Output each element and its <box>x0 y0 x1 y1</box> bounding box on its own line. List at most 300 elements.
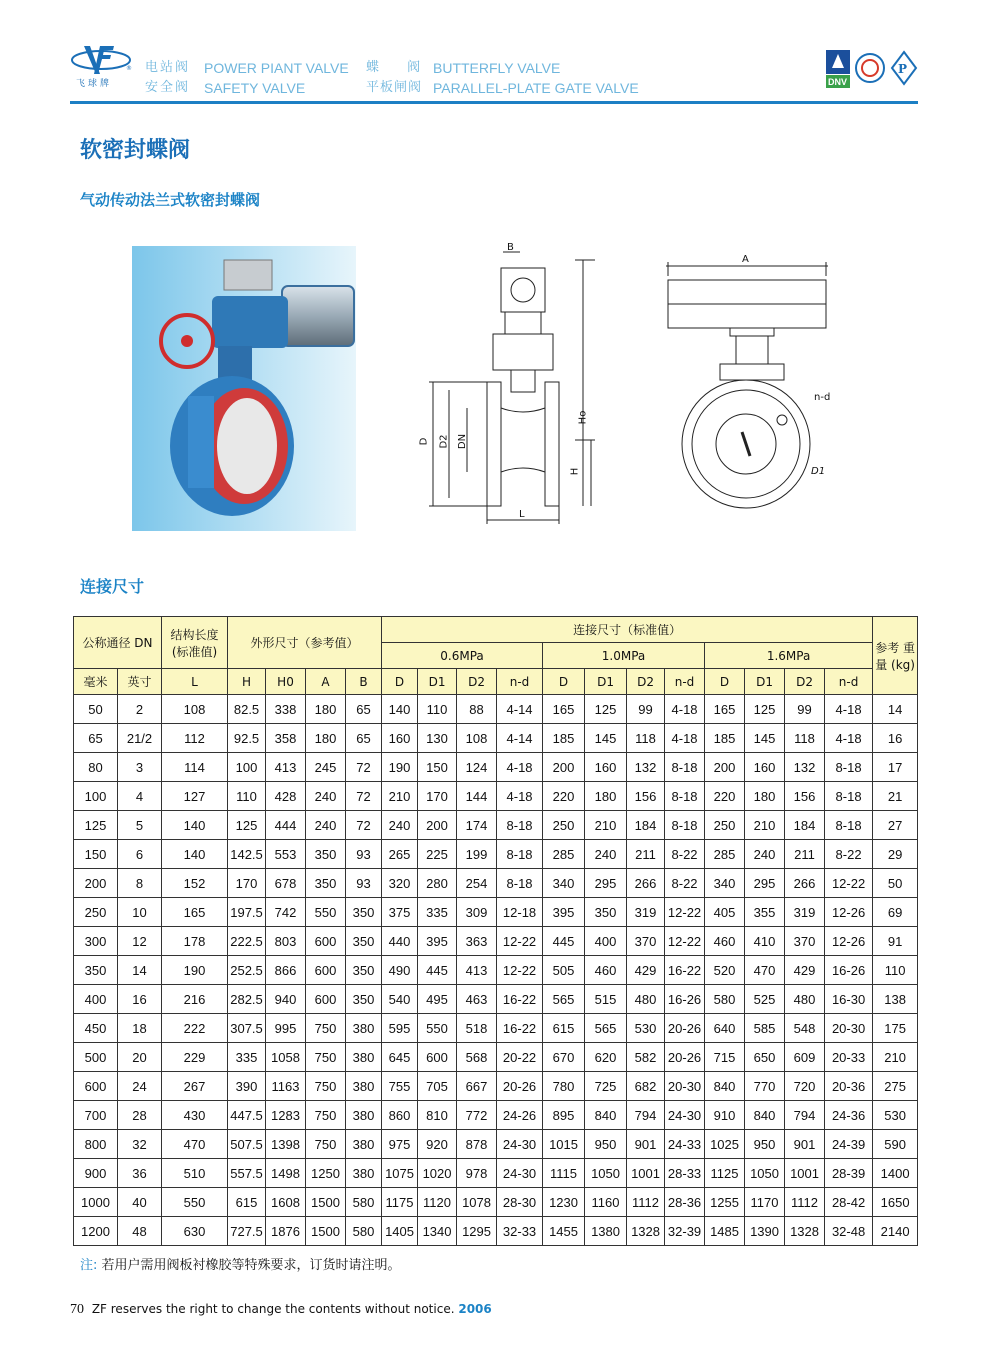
table-cell: 950 <box>585 1130 627 1159</box>
table-cell: 50 <box>74 695 118 724</box>
table-cell: 240 <box>585 840 627 869</box>
table-cell: 132 <box>627 753 665 782</box>
table-cell: 444 <box>266 811 306 840</box>
table-cell: 505 <box>543 956 585 985</box>
table-cell: 975 <box>382 1130 418 1159</box>
table-cell: 1050 <box>745 1159 785 1188</box>
table-cell: 1120 <box>418 1188 457 1217</box>
table-cell: 950 <box>745 1130 785 1159</box>
table-cell: 265 <box>382 840 418 869</box>
table-cell: 24-36 <box>825 1101 873 1130</box>
table-cell: 410 <box>745 927 785 956</box>
table-cell: 490 <box>382 956 418 985</box>
table-cell: 609 <box>785 1043 825 1072</box>
table-cell: 8-18 <box>665 753 705 782</box>
table-cell: 8-18 <box>497 811 543 840</box>
table-cell: 4-14 <box>497 695 543 724</box>
table-cell: 335 <box>418 898 457 927</box>
dnv-mark: DNV <box>828 77 848 87</box>
subheader-row <box>74 669 918 695</box>
table-cell: 540 <box>382 985 418 1014</box>
table-cell: 480 <box>785 985 825 1014</box>
table-cell: 93 <box>346 869 382 898</box>
footer-year: 2006 <box>458 1302 492 1316</box>
table-cell: 93 <box>346 840 382 869</box>
table-cell: 400 <box>74 985 118 1014</box>
table-cell: 340 <box>705 869 745 898</box>
subheader-cell: A <box>306 669 346 695</box>
table-cell: 197.5 <box>228 898 266 927</box>
table-cell: 36 <box>118 1159 162 1188</box>
table-cell: 495 <box>418 985 457 1014</box>
table-cell: 1075 <box>382 1159 418 1188</box>
table-cell: 300 <box>74 927 118 956</box>
table-cell: 413 <box>266 753 306 782</box>
table-cell: 16 <box>873 724 918 753</box>
note-label: 注: <box>80 1258 98 1273</box>
table-cell: 750 <box>306 1101 346 1130</box>
table-cell: 160 <box>382 724 418 753</box>
table-cell: 112 <box>162 724 228 753</box>
table-cell: 14 <box>118 956 162 985</box>
spec-table <box>73 616 918 1246</box>
table-cell: 24 <box>118 1072 162 1101</box>
table-cell: 72 <box>346 782 382 811</box>
table-cell: 520 <box>705 956 745 985</box>
table-cell: 28-30 <box>497 1188 543 1217</box>
table-cell: 727.5 <box>228 1217 266 1246</box>
table-cell: 24-30 <box>497 1130 543 1159</box>
table-cell: 12-18 <box>497 898 543 927</box>
subheader-cell: D <box>705 669 745 695</box>
table-cell: 21/2 <box>118 724 162 753</box>
table-cell: 860 <box>382 1101 418 1130</box>
table-cell: 901 <box>627 1130 665 1159</box>
table-cell: 350 <box>346 898 382 927</box>
label-D2: D2 <box>438 434 450 449</box>
table-row <box>74 1159 918 1188</box>
table-cell: 110 <box>228 782 266 811</box>
table-cell: 803 <box>266 927 306 956</box>
table-cell: 50 <box>873 869 918 898</box>
table-cell: 118 <box>627 724 665 753</box>
table-cell: 4-18 <box>825 724 873 753</box>
table-cell: 170 <box>418 782 457 811</box>
table-cell: 620 <box>585 1043 627 1072</box>
table-row <box>74 869 918 898</box>
table-cell: 142.5 <box>228 840 266 869</box>
table-cell: 210 <box>585 811 627 840</box>
header-length: 结构长度 (标准值) <box>162 617 228 669</box>
table-cell: 1328 <box>627 1217 665 1246</box>
table-cell: 350 <box>346 927 382 956</box>
table-cell: 190 <box>382 753 418 782</box>
table-cell: 550 <box>306 898 346 927</box>
table-cell: 405 <box>705 898 745 927</box>
header-col1-en <box>204 58 349 98</box>
subheader-cell: D2 <box>627 669 665 695</box>
table-cell: 72 <box>346 811 382 840</box>
table-cell: 1485 <box>705 1217 745 1246</box>
table-cell: 440 <box>382 927 418 956</box>
table-cell: 1328 <box>785 1217 825 1246</box>
table-cell: 4-14 <box>497 724 543 753</box>
subheader-cell: D2 <box>457 669 497 695</box>
table-cell: 794 <box>785 1101 825 1130</box>
svg-text:P: P <box>898 62 908 76</box>
table-cell: 3 <box>118 753 162 782</box>
table-cell: 16-26 <box>825 956 873 985</box>
table-cell: 895 <box>543 1101 585 1130</box>
table-cell: 900 <box>74 1159 118 1188</box>
table-cell: 350 <box>74 956 118 985</box>
table-cell: 295 <box>585 869 627 898</box>
table-cell: 445 <box>543 927 585 956</box>
table-cell: 395 <box>543 898 585 927</box>
table-cell: 185 <box>543 724 585 753</box>
table-cell: 108 <box>457 724 497 753</box>
table-cell: 99 <box>785 695 825 724</box>
header-power-valve-en: POWER PIANT VALVE <box>204 60 349 76</box>
table-cell: 507.5 <box>228 1130 266 1159</box>
subheader-cell: D1 <box>418 669 457 695</box>
table-cell: 350 <box>346 956 382 985</box>
table-cell: 557.5 <box>228 1159 266 1188</box>
label-Ho: Ho <box>577 410 589 425</box>
table-cell: 463 <box>457 985 497 1014</box>
header-butterfly-valve-en: BUTTERFLY VALVE <box>433 60 561 76</box>
table-cell: 1455 <box>543 1217 585 1246</box>
table-cell: 309 <box>457 898 497 927</box>
table-row <box>74 1101 918 1130</box>
table-cell: 615 <box>228 1188 266 1217</box>
table-cell: 580 <box>346 1217 382 1246</box>
table-cell: 1255 <box>705 1188 745 1217</box>
header-connection: 连接尺寸（标准值） <box>382 617 873 643</box>
table-cell: 400 <box>585 927 627 956</box>
table-cell: 110 <box>873 956 918 985</box>
table-cell: 32-48 <box>825 1217 873 1246</box>
table-cell: 800 <box>74 1130 118 1159</box>
table-cell: 700 <box>74 1101 118 1130</box>
table-cell: 210 <box>745 811 785 840</box>
table-cell: 14 <box>873 695 918 724</box>
table-cell: 1170 <box>745 1188 785 1217</box>
table-cell: 200 <box>418 811 457 840</box>
table-cell: 165 <box>162 898 228 927</box>
table-cell: 600 <box>74 1072 118 1101</box>
table-cell: 12-26 <box>825 898 873 927</box>
table-cell: 755 <box>382 1072 418 1101</box>
table-cell: 216 <box>162 985 228 1014</box>
subheader-cell: 英寸 <box>118 669 162 695</box>
table-cell: 840 <box>745 1101 785 1130</box>
table-cell: 190 <box>162 956 228 985</box>
table-cell: 18 <box>118 1014 162 1043</box>
table-cell: 358 <box>266 724 306 753</box>
table-cell: 2140 <box>873 1217 918 1246</box>
table-cell: 530 <box>627 1014 665 1043</box>
table-cell: 878 <box>457 1130 497 1159</box>
note-text: 若用户需用阀板衬橡胶等特殊要求，订货时请注明。 <box>101 1258 401 1273</box>
table-cell: 429 <box>785 956 825 985</box>
table-row <box>74 1014 918 1043</box>
table-cell: 12-22 <box>497 956 543 985</box>
table-row <box>74 1043 918 1072</box>
table-cell: 82.5 <box>228 695 266 724</box>
table-cell: 32 <box>118 1130 162 1159</box>
table-cell: 130 <box>418 724 457 753</box>
subheader-cell: D1 <box>745 669 785 695</box>
table-cell: 670 <box>543 1043 585 1072</box>
table-cell: 319 <box>627 898 665 927</box>
logo-text: 飞球牌 <box>76 79 113 89</box>
table-cell: 380 <box>346 1043 382 1072</box>
table-cell: 510 <box>162 1159 228 1188</box>
table-cell: 110 <box>418 695 457 724</box>
table-cell: 1876 <box>266 1217 306 1246</box>
table-cell: 1112 <box>627 1188 665 1217</box>
table-cell: 1001 <box>785 1159 825 1188</box>
table-cell: 21 <box>873 782 918 811</box>
table-cell: 600 <box>306 927 346 956</box>
table-cell: 252.5 <box>228 956 266 985</box>
subheader-cell: D1 <box>585 669 627 695</box>
header-col2-cn <box>366 58 432 98</box>
table-cell: 1405 <box>382 1217 418 1246</box>
table-cell: 16-22 <box>665 956 705 985</box>
table-cell: 995 <box>266 1014 306 1043</box>
table-cell: 307.5 <box>228 1014 266 1043</box>
table-cell: 375 <box>382 898 418 927</box>
table-cell: 178 <box>162 927 228 956</box>
table-cell: 150 <box>74 840 118 869</box>
table-cell: 100 <box>74 782 118 811</box>
table-cell: 1078 <box>457 1188 497 1217</box>
label-A: A <box>742 254 749 265</box>
table-cell: 285 <box>543 840 585 869</box>
table-cell: 125 <box>745 695 785 724</box>
table-cell: 20 <box>118 1043 162 1072</box>
table-cell: 363 <box>457 927 497 956</box>
table-cell: 582 <box>627 1043 665 1072</box>
table-cell: 794 <box>627 1101 665 1130</box>
table-cell: 8 <box>118 869 162 898</box>
table-cell: 5 <box>118 811 162 840</box>
table-cell: 225 <box>418 840 457 869</box>
table-row <box>74 985 918 1014</box>
table-cell: 250 <box>705 811 745 840</box>
table-cell: 40 <box>118 1188 162 1217</box>
table-cell: 901 <box>785 1130 825 1159</box>
header-weight: 参考 重量 (kg) <box>873 617 918 695</box>
table-cell: 8-22 <box>665 869 705 898</box>
table-cell: 920 <box>418 1130 457 1159</box>
table-cell: 220 <box>705 782 745 811</box>
subheader-cell: D <box>382 669 418 695</box>
table-row <box>74 724 918 753</box>
table-cell: 16-22 <box>497 985 543 1014</box>
table-cell: 940 <box>266 985 306 1014</box>
table-cell: 650 <box>745 1043 785 1072</box>
table-cell: 210 <box>873 1043 918 1072</box>
table-cell: 530 <box>873 1101 918 1130</box>
header-pressure-06: 0.6MPa <box>382 643 543 669</box>
table-cell: 1400 <box>873 1159 918 1188</box>
table-cell: 28-39 <box>825 1159 873 1188</box>
table-cell: 175 <box>873 1014 918 1043</box>
table-cell: 430 <box>162 1101 228 1130</box>
table-cell: 1163 <box>266 1072 306 1101</box>
table-cell: 285 <box>705 840 745 869</box>
table-row <box>74 898 918 927</box>
table-cell: 211 <box>627 840 665 869</box>
certification-marks <box>826 46 918 98</box>
table-cell: 12-22 <box>825 869 873 898</box>
table-cell: 1000 <box>74 1188 118 1217</box>
table-cell: 380 <box>346 1072 382 1101</box>
table-cell: 568 <box>457 1043 497 1072</box>
header-gate-valve-cn: 平板闸阀 <box>366 80 423 95</box>
header-safety-valve-en: SAFETY VALVE <box>204 80 306 96</box>
header-col1-cn <box>145 58 190 98</box>
table-cell: 445 <box>418 956 457 985</box>
table-cell: 174 <box>457 811 497 840</box>
table-cell: 518 <box>457 1014 497 1043</box>
table-cell: 1295 <box>457 1217 497 1246</box>
header-dn: 公称通径 DN <box>74 617 162 669</box>
table-cell: 460 <box>585 956 627 985</box>
table-cell: 1230 <box>543 1188 585 1217</box>
spec-table-body <box>74 695 918 1246</box>
table-cell: 100 <box>228 753 266 782</box>
table-row <box>74 1072 918 1101</box>
subheader-cell: 毫米 <box>74 669 118 695</box>
table-cell: 1283 <box>266 1101 306 1130</box>
table-cell: 69 <box>873 898 918 927</box>
subheader-cell: L <box>162 669 228 695</box>
table-cell: 1340 <box>418 1217 457 1246</box>
table-cell: 240 <box>306 782 346 811</box>
table-cell: 1160 <box>585 1188 627 1217</box>
table-cell: 80 <box>74 753 118 782</box>
table-cell: 8-22 <box>665 840 705 869</box>
label-L: L <box>519 509 525 520</box>
svg-text:®: ® <box>126 65 132 72</box>
table-cell: 295 <box>745 869 785 898</box>
table-cell: 12-26 <box>825 927 873 956</box>
table-cell: 750 <box>306 1014 346 1043</box>
table-cell: 20-26 <box>665 1014 705 1043</box>
table-cell: 1500 <box>306 1188 346 1217</box>
table-cell: 28-33 <box>665 1159 705 1188</box>
header-gate-valve-en: PARALLEL-PLATE GATE VALVE <box>433 80 639 96</box>
label-nd: n-d <box>814 392 831 403</box>
table-cell: 840 <box>705 1072 745 1101</box>
header-divider <box>70 101 918 104</box>
table-cell: 4-18 <box>665 724 705 753</box>
table-cell: 250 <box>543 811 585 840</box>
table-cell: 380 <box>346 1014 382 1043</box>
table-cell: 720 <box>785 1072 825 1101</box>
table-cell: 140 <box>162 840 228 869</box>
table-cell: 91 <box>873 927 918 956</box>
table-cell: 8-18 <box>497 840 543 869</box>
table-cell: 429 <box>627 956 665 985</box>
front-view-drawing <box>660 252 835 517</box>
table-cell: 355 <box>745 898 785 927</box>
table-cell: 715 <box>705 1043 745 1072</box>
table-cell: 640 <box>705 1014 745 1043</box>
table-cell: 1200 <box>74 1217 118 1246</box>
table-cell: 1125 <box>705 1159 745 1188</box>
header-safety-valve-cn: 安全阀 <box>145 80 191 95</box>
table-cell: 16-30 <box>825 985 873 1014</box>
header-pressure-10: 1.0MPa <box>543 643 705 669</box>
table-cell: 20-26 <box>497 1072 543 1101</box>
table-cell: 138 <box>873 985 918 1014</box>
table-cell: 667 <box>457 1072 497 1101</box>
table-cell: 20-26 <box>665 1043 705 1072</box>
header-col2-en <box>433 58 639 98</box>
table-cell: 200 <box>543 753 585 782</box>
table-cell: 165 <box>705 695 745 724</box>
table-cell: 16-26 <box>665 985 705 1014</box>
table-cell: 180 <box>306 695 346 724</box>
table-cell: 338 <box>266 695 306 724</box>
table-cell: 92.5 <box>228 724 266 753</box>
table-cell: 280 <box>418 869 457 898</box>
product-photo <box>132 246 356 531</box>
table-cell: 20-30 <box>825 1014 873 1043</box>
table-cell: 4-18 <box>497 782 543 811</box>
table-cell: 350 <box>346 985 382 1014</box>
table-cell: 145 <box>585 724 627 753</box>
table-cell: 600 <box>418 1043 457 1072</box>
page-footer <box>70 1302 492 1318</box>
table-cell: 4-18 <box>825 695 873 724</box>
table-cell: 750 <box>306 1072 346 1101</box>
table-cell: 590 <box>873 1130 918 1159</box>
table-cell: 413 <box>457 956 497 985</box>
table-cell: 29 <box>873 840 918 869</box>
table-cell: 28-42 <box>825 1188 873 1217</box>
table-cell: 20-33 <box>825 1043 873 1072</box>
table-cell: 1020 <box>418 1159 457 1188</box>
table-cell: 114 <box>162 753 228 782</box>
table-cell: 27 <box>873 811 918 840</box>
table-cell: 565 <box>543 985 585 1014</box>
table-cell: 267 <box>162 1072 228 1101</box>
table-cell: 645 <box>382 1043 418 1072</box>
subheader-cell: B <box>346 669 382 695</box>
table-cell: 1380 <box>585 1217 627 1246</box>
table-cell: 184 <box>627 811 665 840</box>
table-cell: 585 <box>745 1014 785 1043</box>
table-cell: 65 <box>74 724 118 753</box>
table-cell: 380 <box>346 1130 382 1159</box>
table-cell: 20-30 <box>665 1072 705 1101</box>
table-cell: 1390 <box>745 1217 785 1246</box>
table-cell: 65 <box>346 695 382 724</box>
table-cell: 20-22 <box>497 1043 543 1072</box>
table-cell: 32-39 <box>665 1217 705 1246</box>
table-cell: 4 <box>118 782 162 811</box>
table-cell: 20-36 <box>825 1072 873 1101</box>
table-cell: 24-26 <box>497 1101 543 1130</box>
table-cell: 840 <box>585 1101 627 1130</box>
page-number: 70 <box>70 1302 84 1317</box>
